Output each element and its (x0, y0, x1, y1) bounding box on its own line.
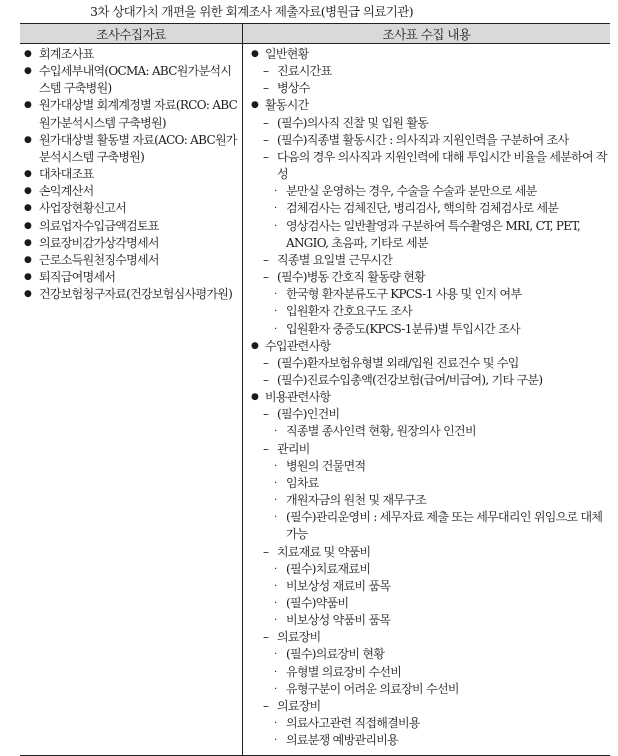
detail-item (243, 286, 610, 303)
dot-bullet-icon: · (274, 186, 277, 198)
sub-item (243, 372, 610, 389)
bullet-icon: ● (24, 237, 32, 248)
bullet-icon: ● (251, 392, 259, 403)
dot-bullet-icon: · (274, 718, 277, 730)
collected-material-item (20, 235, 242, 252)
bullet-icon: ● (24, 66, 32, 77)
collected-material-item (20, 63, 242, 97)
collected-material-item (20, 97, 242, 131)
dot-bullet-icon: · (274, 598, 277, 609)
item-text: 사업장현황신고서 (39, 201, 127, 216)
dot-bullet-icon: · (274, 495, 277, 507)
table-caption: 3차 상대가치 개편을 위한 회계조사 제출자료(병원급 의료기관) (90, 4, 414, 19)
collected-material-item (20, 252, 242, 269)
item-text: 개원자금의 원천 및 재무구조 (286, 493, 427, 508)
header-collected-materials: 조사수집자료 (20, 24, 243, 44)
detail-item (243, 732, 610, 749)
bullet-icon: ● (24, 220, 32, 231)
data-table (20, 23, 610, 756)
bullet-icon: ● (251, 100, 259, 111)
collected-material-item (20, 183, 242, 200)
item-text: 수입세부내역(OCMA: ABC원가분석시스템 구축병원) (39, 64, 232, 96)
detail-item (243, 475, 610, 492)
section-item (243, 46, 610, 63)
dot-bullet-icon: · (274, 512, 277, 524)
item-text: (필수)인건비 (277, 407, 340, 422)
dash-bullet-icon: – (263, 372, 269, 387)
item-text: 손익계산서 (39, 184, 94, 199)
item-text: 병원의 건물면적 (286, 458, 366, 473)
bullet-icon: ● (24, 49, 32, 59)
item-text: 다음의 경우 의사직과 지원인력에 대해 투입시간 비율을 세분하여 작성 (277, 149, 607, 182)
dot-bullet-icon: · (274, 306, 277, 318)
dash-bullet-icon: – (263, 64, 269, 79)
section-item (243, 389, 610, 406)
item-text: (필수)병동 간호직 활동량 현황 (277, 270, 426, 285)
item-text: 건강보험청구자료(건강보험심사평가원) (39, 287, 233, 302)
dash-bullet-icon: – (263, 115, 269, 130)
item-text: 진료시간표 (277, 64, 332, 79)
bullet-icon: ● (24, 134, 32, 145)
item-text: 분만실 운영하는 경우, 수술을 수술과 분만으로 세분 (286, 184, 537, 199)
item-text: 의료장비 (277, 698, 321, 713)
dot-bullet-icon: · (274, 615, 277, 627)
item-text: 유형구분이 어려운 의료장비 수선비 (286, 681, 459, 696)
bullet-icon: ● (24, 100, 32, 111)
bullet-icon: ● (24, 254, 32, 265)
item-text: (필수)관리운영비 : 세무자료 제출 또는 세무대리인 위임으로 대체 가능 (286, 510, 603, 542)
item-text: 의료업자수입금액검토표 (39, 218, 159, 233)
dot-bullet-icon: · (274, 220, 277, 232)
section-item (243, 338, 610, 355)
collected-material-item (20, 166, 242, 183)
detail-item (243, 664, 610, 681)
item-text: 근로소득원천징수명세서 (39, 252, 159, 267)
item-text: (필수)진료수입총액(건강보험(급여/비급여), 기타 구분) (277, 372, 543, 387)
item-text: (필수)직종별 활동시간 : 의사직과 지원인력을 구분하여 조사 (277, 132, 569, 147)
item-text: (필수)치료재료비 (286, 561, 371, 576)
collected-material-item (20, 132, 242, 166)
dash-bullet-icon: – (263, 355, 269, 370)
item-text: 유형별 의료장비 수선비 (286, 664, 402, 679)
detail-item (243, 200, 610, 217)
dash-bullet-icon: – (263, 132, 269, 147)
collected-material-item (20, 269, 242, 286)
item-text: 비용관련사항 (265, 390, 331, 405)
dot-bullet-icon: · (274, 649, 277, 661)
item-text: 의료장비감가상각명세서 (39, 235, 159, 250)
item-text: 치료재료 및 약품비 (277, 544, 371, 559)
collected-material-item (20, 286, 242, 303)
collected-material-item (20, 46, 242, 63)
item-text: 직종별 요일별 근무시간 (277, 252, 393, 267)
sub-item (243, 629, 610, 646)
bullet-icon: ● (24, 169, 32, 180)
item-text: 퇴직급여명세서 (39, 270, 116, 285)
collected-material-item (20, 200, 242, 217)
sub-item (243, 63, 610, 80)
detail-item (243, 183, 610, 200)
dot-bullet-icon: · (274, 477, 277, 489)
bullet-icon: ● (24, 186, 32, 197)
bullet-icon: ● (251, 49, 259, 59)
sub-item (243, 544, 610, 561)
bullet-icon: ● (24, 289, 32, 300)
item-text: (필수)의료장비 현황 (286, 647, 385, 662)
detail-item (243, 561, 610, 578)
dash-bullet-icon: – (263, 407, 269, 422)
dot-bullet-icon: · (274, 460, 277, 472)
dot-bullet-icon: · (274, 735, 277, 747)
item-text: 원가대상별 활동별 자료(ACO: ABC원가분석시스템 구축병원) (39, 132, 237, 164)
detail-item (243, 492, 610, 509)
detail-item (243, 509, 610, 543)
item-text: 의료장비 (277, 630, 321, 645)
survey-contents-cell (243, 44, 611, 756)
item-text: 일반현황 (265, 47, 309, 61)
dash-bullet-icon: – (263, 252, 269, 267)
item-text: 직종별 종사인력 현황, 원장의사 인건비 (286, 424, 476, 439)
item-text: (필수)약품비 (286, 596, 349, 610)
item-text: 의료사고관련 직접해결비용 (286, 716, 420, 731)
header-survey-contents: 조사표 수집 내용 (243, 24, 611, 44)
item-text: 한국형 환자분류도구 KPCS-1 사용 및 인지 여부 (286, 287, 522, 302)
detail-item (243, 458, 610, 475)
bullet-icon: ● (251, 340, 259, 351)
item-text: 의료분쟁 예방관리비용 (286, 733, 399, 748)
detail-item (243, 612, 610, 629)
detail-item (243, 303, 610, 320)
sub-item (243, 115, 610, 132)
dot-bullet-icon: · (274, 683, 277, 695)
detail-item (243, 218, 610, 252)
sub-item (243, 252, 610, 269)
detail-item (243, 423, 610, 440)
dot-bullet-icon: · (274, 580, 277, 592)
sub-item (243, 441, 610, 458)
dash-bullet-icon: – (263, 544, 269, 559)
sub-item (243, 132, 610, 149)
item-text: 비보상성 재료비 품목 (286, 578, 391, 593)
dot-bullet-icon: · (274, 289, 277, 301)
item-text: 입원환자 중증도(KPCS-1분류)별 투입시간 조사 (286, 321, 520, 336)
dash-bullet-icon: – (263, 149, 269, 164)
collected-material-item (20, 218, 242, 235)
item-text: 임차료 (286, 475, 319, 490)
item-text: 검체검사는 검체진단, 병리검사, 핵의학 검체검사로 세분 (286, 201, 559, 216)
table-header-row (20, 24, 610, 44)
item-text: 비보상성 약품비 품목 (286, 613, 391, 628)
collected-materials-cell (20, 44, 243, 756)
detail-item (243, 578, 610, 595)
item-text: 병상수 (277, 81, 310, 96)
detail-item (243, 646, 610, 663)
sub-item (243, 149, 610, 183)
item-text: 대차대조표 (39, 167, 94, 182)
bullet-icon: ● (24, 203, 32, 214)
dot-bullet-icon: · (274, 203, 277, 215)
dot-bullet-icon: · (274, 666, 277, 678)
dash-bullet-icon: – (263, 81, 269, 96)
dash-bullet-icon: – (263, 630, 269, 645)
dash-bullet-icon: – (263, 441, 269, 456)
item-text: 회계조사표 (39, 47, 94, 61)
item-text: 영상검사는 일반촬영과 구분하여 특수촬영은 MRI, CT, PET, ANGIO, 초음파, 기타로 세분 (286, 218, 580, 250)
dot-bullet-icon: · (274, 323, 277, 335)
sub-item (243, 269, 610, 286)
item-text: (필수)의사직 진찰 및 입원 활동 (277, 115, 429, 130)
sub-item (243, 355, 610, 372)
sub-item (243, 698, 610, 715)
item-text: (필수)환자보험유형별 외래/입원 진료건수 및 수입 (277, 355, 519, 370)
detail-item (243, 321, 610, 338)
item-text: 관리비 (277, 441, 310, 456)
detail-item (243, 681, 610, 698)
section-item (243, 97, 610, 114)
item-text: 입원환자 간호요구도 조사 (286, 304, 413, 319)
detail-item (243, 595, 610, 612)
dash-bullet-icon: – (263, 270, 269, 285)
item-text: 활동시간 (265, 98, 309, 113)
sub-item (243, 80, 610, 97)
detail-item (243, 715, 610, 732)
item-text: 원가대상별 회계계정별 자료(RCO: ABC원가분석시스템 구축병원) (39, 98, 238, 130)
item-text: 수입관련사항 (265, 338, 331, 353)
dot-bullet-icon: · (274, 426, 277, 438)
dash-bullet-icon: – (263, 698, 269, 713)
sub-item (243, 406, 610, 423)
table-body-row (20, 44, 610, 756)
bullet-icon: ● (24, 272, 32, 283)
dot-bullet-icon: · (274, 563, 277, 575)
